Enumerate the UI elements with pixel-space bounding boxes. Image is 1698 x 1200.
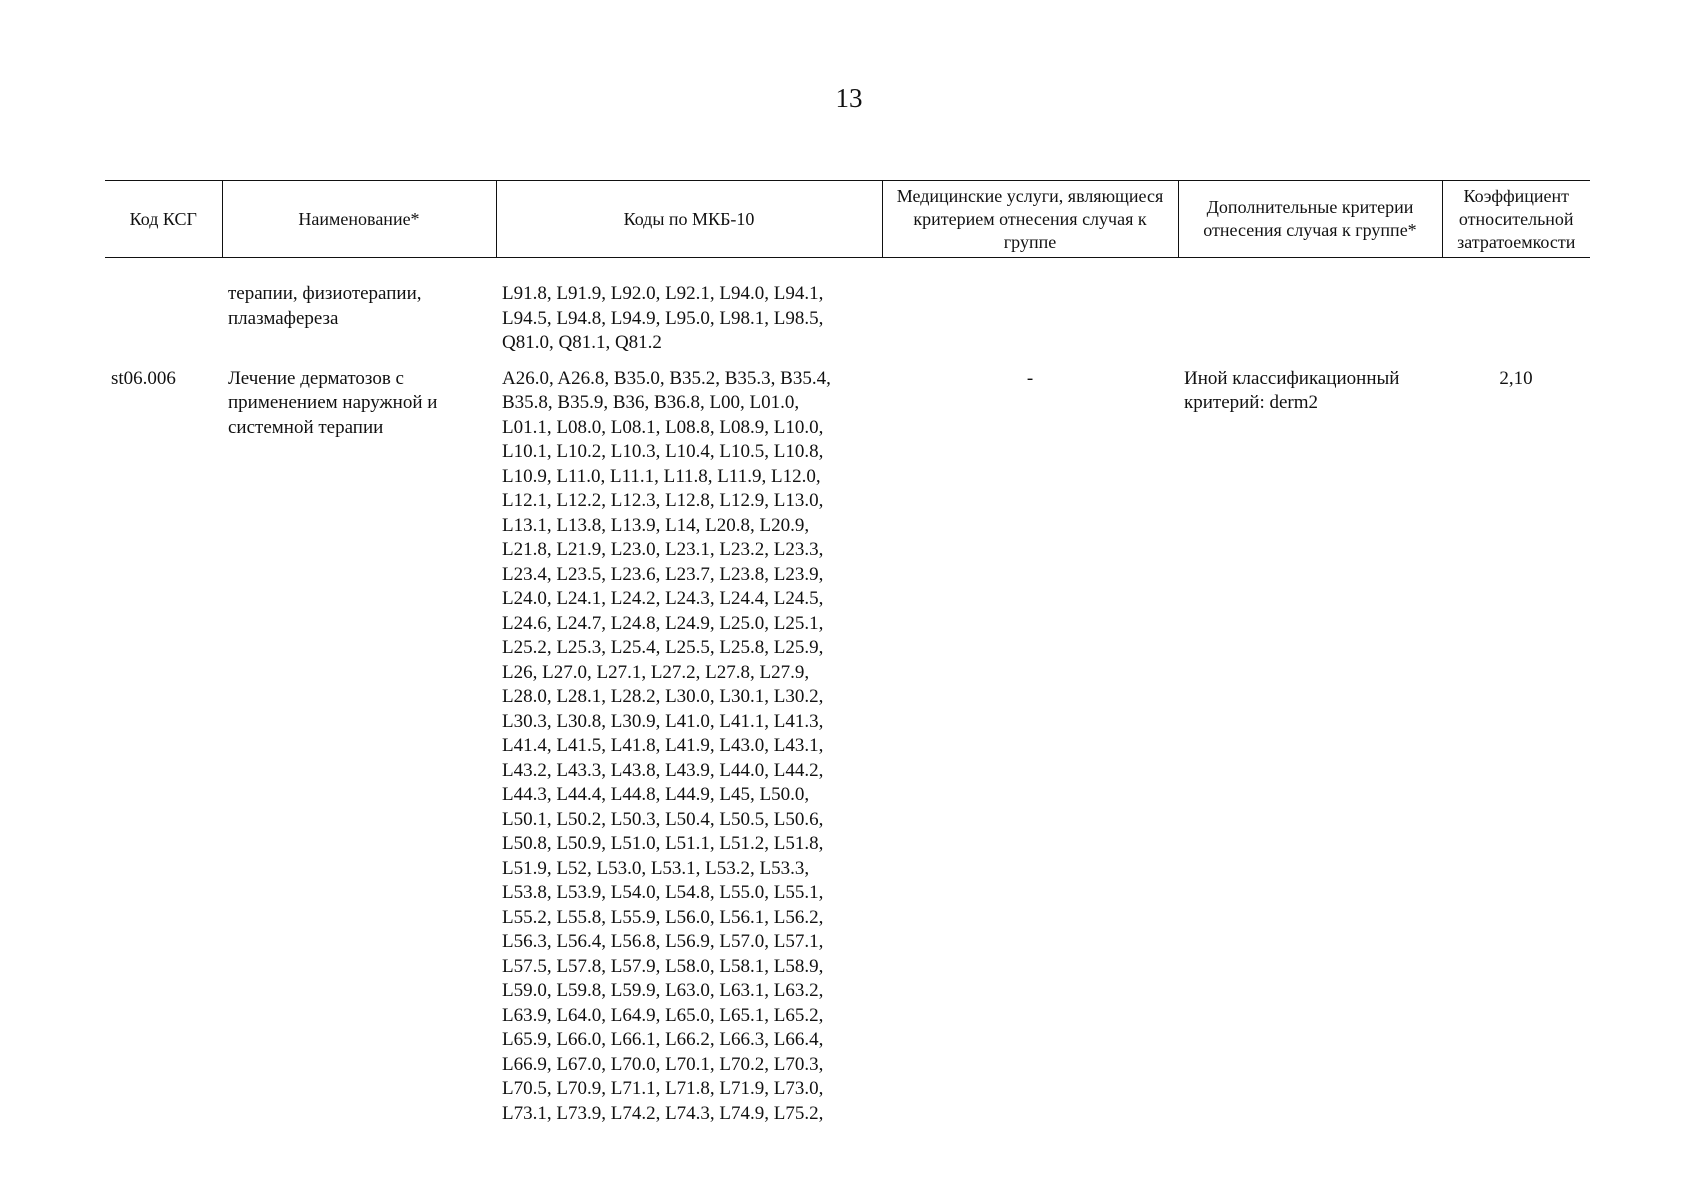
icd-code-line: L28.0, L28.1, L28.2, L30.0, L30.1, L30.2, bbox=[502, 686, 824, 707]
icd-code-line: L73.1, L73.9, L74.2, L74.3, L74.9, L75.2, bbox=[502, 1102, 824, 1124]
cell-icd-codes bbox=[496, 356, 882, 1127]
cell-code bbox=[105, 258, 222, 356]
icd-code-line: L56.3, L56.4, L56.8, L56.9, L57.0, L57.1, bbox=[502, 931, 824, 952]
icd-code-line: L55.2, L55.8, L55.9, L56.0, L56.1, L56.2, bbox=[502, 906, 824, 928]
page-number: 13 bbox=[835, 83, 863, 113]
icd-code-line: L63.9, L64.0, L64.9, L65.0, L65.1, L65.2, bbox=[502, 1004, 824, 1026]
icd-code-line: L30.3, L30.8, L30.9, L41.0, L41.1, L41.3, bbox=[502, 710, 824, 732]
icd-code-line: A26.0, A26.8, B35.0, B35.2, B35.3, B35.4, bbox=[502, 367, 831, 389]
icd-codes-list bbox=[502, 367, 876, 1127]
icd-code-line: L53.8, L53.9, L54.0, L54.8, L55.0, L55.1, bbox=[502, 882, 824, 903]
icd-code-line: L51.9, L52, L53.0, L53.1, L53.2, L53.3, bbox=[502, 857, 810, 879]
icd-code-line: L10.9, L11.0, L11.1, L11.8, L11.9, L12.0, bbox=[502, 465, 821, 487]
icd-code-line: L25.2, L25.3, L25.4, L25.5, L25.8, L25.9, bbox=[502, 637, 824, 658]
table-row bbox=[105, 356, 1590, 1127]
icd-code-line: L44.3, L44.4, L44.8, L44.9, L45, L50.0, bbox=[502, 784, 810, 805]
table-header-row bbox=[105, 181, 1590, 258]
icd-code-line: L41.4, L41.5, L41.8, L41.9, L43.0, L43.1, bbox=[502, 735, 824, 756]
table-row bbox=[105, 258, 1590, 356]
icd-code-line: L12.1, L12.2, L12.3, L12.8, L12.9, L13.0, bbox=[502, 490, 824, 511]
cell-code: st06.006 bbox=[111, 367, 176, 389]
icd-code-line: L50.1, L50.2, L50.3, L50.4, L50.5, L50.6, bbox=[502, 808, 824, 830]
cell-criteria: Иной классификационный критерий: derm2 bbox=[1184, 367, 1400, 413]
cell-icd-codes bbox=[496, 258, 882, 356]
icd-code-line: L24.0, L24.1, L24.2, L24.3, L24.4, L24.5, bbox=[502, 588, 824, 609]
icd-code-line: L70.5, L70.9, L71.1, L71.8, L71.9, L73.0, bbox=[502, 1078, 824, 1099]
icd-code-line: L10.1, L10.2, L10.3, L10.4, L10.5, L10.8, bbox=[502, 441, 824, 462]
cell-services bbox=[882, 258, 1178, 356]
cell-coef: 2,10 bbox=[1499, 367, 1533, 389]
icd-code-line: B35.8, B35.9, B36, B36.8, L00, L01.0, bbox=[502, 392, 800, 413]
icd-codes-list bbox=[502, 282, 876, 356]
icd-code-line: Q81.0, Q81.1, Q81.2 bbox=[502, 332, 662, 353]
ksg-table bbox=[105, 180, 1590, 1126]
icd-code-line: L26, L27.0, L27.1, L27.2, L27.8, L27.9, bbox=[502, 661, 810, 683]
icd-code-line: L24.6, L24.7, L24.8, L24.9, L25.0, L25.1, bbox=[502, 612, 824, 634]
header-services: Медицинские услуги, являющиеся критерием отнесения случая к группе bbox=[882, 181, 1178, 258]
header-code: Код КСГ bbox=[105, 181, 222, 258]
icd-code-line: L13.1, L13.8, L13.9, L14, L20.8, L20.9, bbox=[502, 514, 810, 536]
cell-services: - bbox=[1026, 367, 1034, 389]
header-coef: Коэффициент относительной затратоемкости bbox=[1442, 181, 1590, 258]
cell-name: терапии, физиотерапии, плазмафереза bbox=[228, 283, 422, 329]
icd-code-line: L21.8, L21.9, L23.0, L23.1, L23.2, L23.3, bbox=[502, 539, 824, 560]
icd-code-line: L66.9, L67.0, L70.0, L70.1, L70.2, L70.3, bbox=[502, 1053, 824, 1075]
icd-code-line: L94.5, L94.8, L94.9, L95.0, L98.1, L98.5, bbox=[502, 307, 824, 329]
header-criteria: Дополнительные критерии отнесения случая к группе* bbox=[1178, 181, 1442, 258]
icd-code-line: L01.1, L08.0, L08.1, L08.8, L08.9, L10.0, bbox=[502, 416, 824, 438]
icd-code-line: L43.2, L43.3, L43.8, L43.9, L44.0, L44.2, bbox=[502, 759, 824, 781]
cell-name: Лечение дерматозов с применением наружной и системной терапии bbox=[228, 367, 438, 438]
cell-coef bbox=[1442, 258, 1590, 356]
icd-code-line: L91.8, L91.9, L92.0, L92.1, L94.0, L94.1, bbox=[502, 283, 824, 304]
icd-code-line: L59.0, L59.8, L59.9, L63.0, L63.1, L63.2, bbox=[502, 980, 824, 1001]
icd-code-line: L23.4, L23.5, L23.6, L23.7, L23.8, L23.9, bbox=[502, 563, 824, 585]
icd-code-line: L50.8, L50.9, L51.0, L51.1, L51.2, L51.8, bbox=[502, 833, 824, 854]
cell-criteria bbox=[1178, 258, 1442, 356]
icd-code-line: L65.9, L66.0, L66.1, L66.2, L66.3, L66.4, bbox=[502, 1029, 824, 1050]
header-name: Наименование* bbox=[222, 181, 496, 258]
icd-code-line: L57.5, L57.8, L57.9, L58.0, L58.1, L58.9, bbox=[502, 955, 824, 977]
header-icd: Коды по МКБ-10 bbox=[496, 181, 882, 258]
